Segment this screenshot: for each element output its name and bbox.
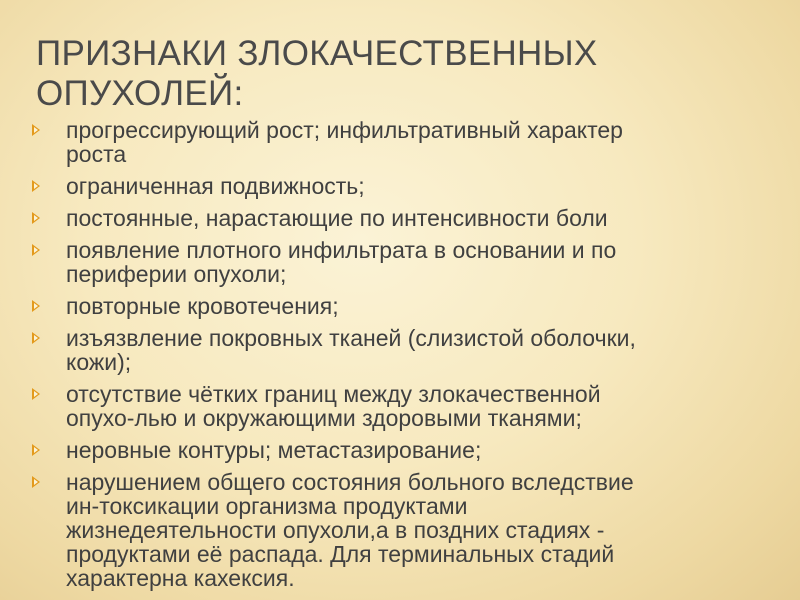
bullet-text-line: роста: [66, 141, 127, 167]
bullet-item: [30, 294, 770, 318]
triangle-bullet-icon: [32, 124, 40, 136]
triangle-bullet-icon: [32, 444, 40, 456]
bullet-text-line: кожи);: [66, 349, 132, 375]
bullet-item: [30, 118, 770, 166]
triangle-bullet-icon: [32, 180, 40, 192]
triangle-bullet-icon: [32, 332, 40, 344]
bullet-text-line: продуктами её распада. Для терминальных стадий: [66, 541, 615, 567]
triangle-bullet-icon: [32, 300, 40, 312]
bullet-text-line: изъязвление покровных тканей (слизистой оболочки,: [66, 325, 636, 351]
bullet-text-line: неровные контуры; метастазирование;: [66, 437, 482, 463]
slide-title-line: ОПУХОЛЕЙ:: [36, 74, 244, 113]
bullet-text-line: характерна кахексия.: [66, 565, 295, 591]
bullet-text-line: периферии опухоли;: [66, 261, 287, 287]
bullet-item: [30, 470, 770, 590]
bullet-item: [30, 238, 770, 286]
bullet-item: [30, 382, 770, 430]
bullet-item: [30, 206, 770, 230]
triangle-bullet-icon: [32, 476, 40, 488]
slide-title: [36, 34, 756, 114]
bullet-text-line: повторные кровотечения;: [66, 293, 339, 319]
bullet-item: [30, 174, 770, 198]
triangle-bullet-icon: [32, 244, 40, 256]
bullet-text-line: прогрессирующий рост; инфильтративный характер: [66, 117, 623, 143]
bullet-text-line: жизнедеятельности опухоли,а в поздних стадиях -: [66, 517, 605, 543]
bullet-text-line: отсутствие чётких границ между злокачественной: [66, 381, 601, 407]
bullet-list: [30, 118, 770, 598]
bullet-text-line: ограниченная подвижность;: [66, 173, 365, 199]
triangle-bullet-icon: [32, 388, 40, 400]
triangle-bullet-icon: [32, 212, 40, 224]
bullet-text-line: появление плотного инфильтрата в основании и по: [66, 237, 617, 263]
bullet-text-line: опухо-лью и окружающими здоровыми тканями;: [66, 405, 582, 431]
bullet-item: [30, 438, 770, 462]
bullet-text-line: нарушением общего состояния больного вследствие: [66, 469, 634, 495]
bullet-text-line: постоянные, нарастающие по интенсивности боли: [66, 205, 608, 231]
bullet-item: [30, 326, 770, 374]
bullet-text-line: ин-токсикации организма продуктами: [66, 493, 468, 519]
slide-title-line: ПРИЗНАКИ ЗЛОКАЧЕСТВЕННЫХ: [36, 34, 598, 73]
